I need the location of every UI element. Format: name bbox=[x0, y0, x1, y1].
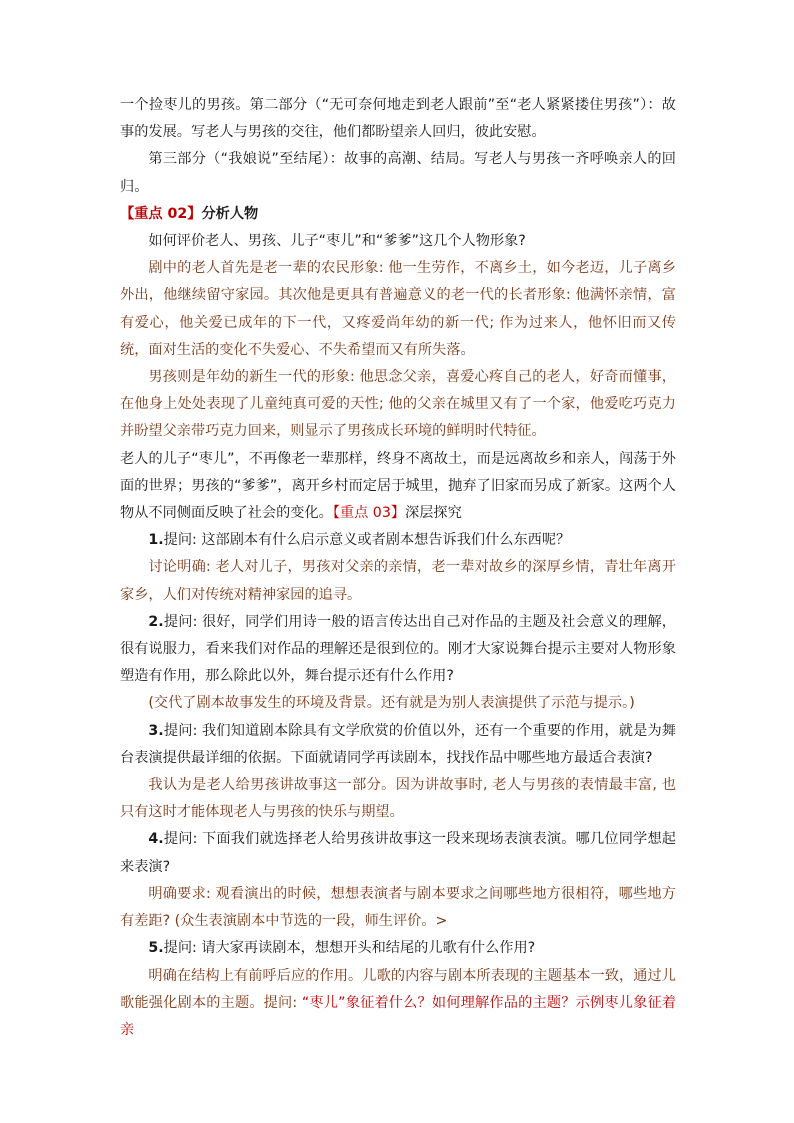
paragraph-son-and-father bbox=[120, 446, 676, 528]
question-2 bbox=[120, 609, 676, 691]
paragraph-son-text: 老人的儿子“枣儿”，不再像老一辈那样，终身不离故土，而是远离故乡和亲人，闯荡于外面的世界；男孩的“爹爹”，离开乡村而定居于城里，抛弃了旧家而另成了新家。这两个人物从不同侧面反映了社会的变化。 bbox=[120, 450, 676, 522]
document-page bbox=[120, 92, 676, 1044]
heading-title-03: 深层探究 bbox=[405, 505, 462, 522]
answer-2: (交代了剧本故事发生的环境及背景。还有就是为别人表演提供了示范与提示。) bbox=[148, 695, 635, 712]
paragraph-old-man: 剧中的老人首先是老一辈的农民形象: 他一生劳作，不离乡土，如今老迈，儿子离乡外出，他继续留守家园。其次他是更具有普遍意义的老一代的长者形象: 他满怀亲情，富有爱心，他关爱已成年的下一代，又疼爱尚年幼的新一代; 作为过来人，他怀旧而又传统，面对生活的变化不失爱心、不失希望而又有所失落。 bbox=[120, 260, 676, 358]
heading-title: 分析人物 bbox=[201, 205, 259, 222]
paragraph-question-characters: 如何评价老人、男孩、儿子“枣儿”和“爹爹”这几个人物形象? bbox=[148, 233, 526, 250]
question-text: 提问: 请大家再读剧本，想想开头和结尾的儿歌有什么作用? bbox=[163, 940, 536, 957]
paragraph-part-three: 第三部分（“我娘说”至结尾）：故事的高潮、结局。写老人与男孩一齐呼唤亲人的回归。 bbox=[120, 151, 676, 195]
answer-4: 明确要求: 观看演出的时候，想想表演者与剧本要求之间哪些地方很相符，哪些地方有差距? (众生表演剧本中节选的一段，师生评价。> bbox=[120, 885, 676, 930]
question-text: 提问: 这部剧本有什么启示意义或者剧本想告诉我们什么东西呢？ bbox=[163, 532, 571, 549]
question-number: 2. bbox=[148, 613, 164, 630]
question-5 bbox=[120, 935, 676, 962]
heading-tag: 【重点 02】 bbox=[120, 205, 202, 222]
question-1 bbox=[120, 527, 676, 554]
question-text: 提问: 很好，同学们用诗一般的语言传达出自己对作品的主题及社会意义的理解，很有说服力，看来我们对作品的理解还是很到位的。刚才大家说舞台提示主要对人物形象塑造有作用，那么除此以外，舞台提示还有什么作用? bbox=[120, 613, 676, 685]
paragraph-boy: 男孩则是年幼的新生一代的形象: 他思念父亲，喜爱心疼自己的老人，好奇而懂事，在他身上处处表现了儿童纯真可爱的天性; 他的父亲在城里又有了一个家，他爱吃巧克力并盼望父亲带巧克力回来，则显示了男孩成长环境的鲜明时代特征。 bbox=[120, 369, 676, 440]
question-text: 提问: 下面我们就选择老人给男孩讲故事这一段来现场表演表演。哪几位同学想起来表演? bbox=[120, 831, 676, 875]
paragraph-part-two: 一个捡枣儿的男孩。第二部分（“无可奈何地走到老人跟前”至“老人紧紧搂住男孩”）：故事的发展。写老人与男孩的交往，他们都盼望亲人回归，彼此安慰。 bbox=[120, 97, 676, 141]
section-heading-analyze-characters bbox=[120, 201, 676, 228]
question-text: 提问: 我们知道剧本除具有文学欣赏的价值以外，还有一个重要的作用，就是为舞台表演提供最详细的依据。下面就请同学再读剧本，找找作品中哪些地方最适合表演? bbox=[120, 722, 676, 766]
question-number: 5. bbox=[148, 940, 164, 957]
answer-5-text: 明确在结构上有前呼后应的作用。儿歌的内容与剧本所表现的主题基本一致，通过儿歌能强化剧本的主题。提问: bbox=[120, 967, 676, 1011]
question-number: 4. bbox=[148, 831, 164, 848]
question-number: 3. bbox=[148, 722, 164, 739]
question-4 bbox=[120, 826, 676, 880]
answer-3: 我认为是老人给男孩讲故事这一部分。因为讲故事时, 老人与男孩的表情最丰富, 也只有这时才能体现老人与男孩的快乐与期望。 bbox=[120, 777, 676, 821]
heading-tag-03: 【重点 03】 bbox=[332, 505, 406, 522]
answer-5-question: “枣儿”象征着什么？如何理解作品的主题？示例枣儿象征着亲 bbox=[120, 994, 677, 1038]
answer-1: 讨论明确: 老人对儿子，男孩对父亲的亲情，老一辈对故乡的深厚乡情，青壮年离开家乡，人们对传统对精神家园的追寻。 bbox=[120, 559, 676, 603]
answer-5 bbox=[120, 963, 676, 1045]
question-3 bbox=[120, 718, 676, 772]
question-number: 1. bbox=[148, 532, 164, 549]
